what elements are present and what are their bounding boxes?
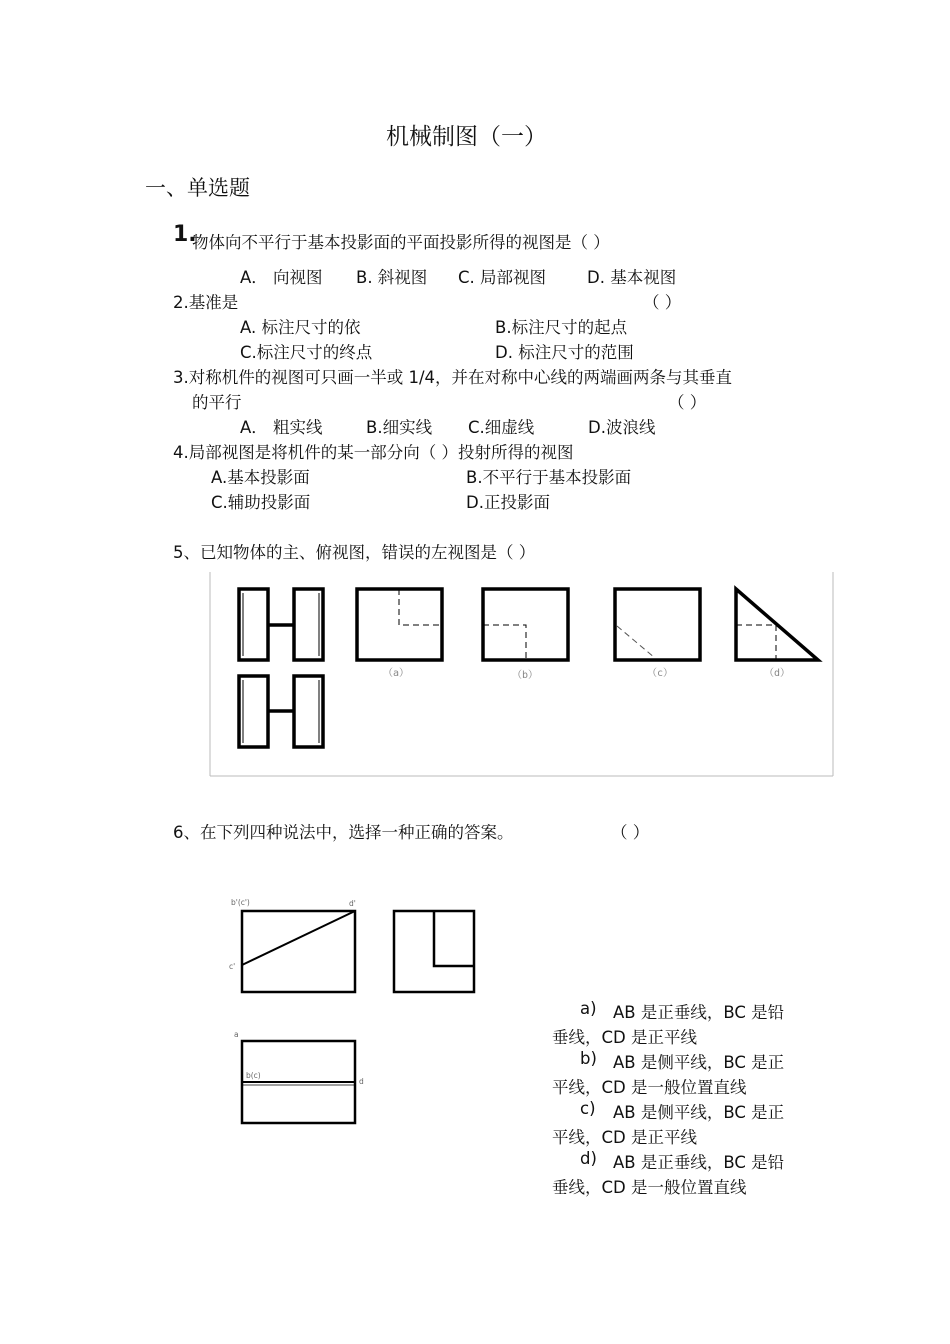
label-bc-top: b(c) [246, 1071, 261, 1080]
q6-side-view [394, 911, 474, 992]
q4-option-a: A.基本投影面 [211, 468, 310, 487]
q1-option-d: D. 基本视图 [587, 268, 677, 287]
q6-option-b-line2: 平线，CD 是一般位置直线 [552, 1078, 747, 1097]
q6-text: 6、在下列四种说法中，选择一种正确的答案。 [173, 823, 514, 842]
page-title: 机械制图（一） [386, 124, 547, 150]
q3-option-d: D.波浪线 [588, 418, 656, 437]
q6-option-c-line1: AB 是侧平线，BC 是正 [613, 1103, 785, 1122]
q1-text: 物体向不平行于基本投影面的平面投影所得的视图是（ ） [192, 233, 610, 252]
q4-option-d: D.正投影面 [466, 493, 550, 512]
label-c: （c） [647, 668, 674, 679]
q6-option-d-line1: AB 是正垂线，BC 是铅 [613, 1153, 785, 1172]
q3-text-line1: 3.对称机件的视图可只画一半或 1/4，并在对称中心线的两端画两条与其垂直 [173, 368, 733, 387]
q6-option-b-marker: b) [580, 1049, 597, 1068]
q5-text: 5、已知物体的主、俯视图，错误的左视图是（ ） [173, 543, 536, 562]
q3-option-c: C.细虚线 [468, 418, 535, 437]
q2-text: 2.基准是 [173, 293, 239, 312]
label-bc-prime: b'(c') [231, 898, 250, 907]
q6-option-b-line1: AB 是侧平线，BC 是正 [613, 1053, 785, 1072]
q3-text-line2: 的平行 [192, 393, 242, 412]
q2-option-b: B.标注尺寸的起点 [495, 318, 628, 337]
q2-option-c: C.标注尺寸的终点 [240, 343, 373, 362]
section-heading: 一、单选题 [145, 176, 250, 200]
q6-paren: （ ） [611, 823, 650, 842]
q1-option-c: C. 局部视图 [458, 268, 547, 287]
q6-option-d-marker: d) [580, 1149, 597, 1168]
label-d-top: d [359, 1077, 364, 1086]
q2-paren: （ ） [643, 293, 682, 312]
q4-option-b: B.不平行于基本投影面 [466, 468, 632, 487]
q3-option-a: A． 粗实线 [240, 418, 323, 437]
label-c-prime: c' [229, 962, 236, 971]
q6-option-a-line1: AB 是正垂线，BC 是铅 [613, 1003, 785, 1022]
label-d-prime: d' [349, 899, 356, 908]
q1-option-a: A． 向视图 [240, 268, 323, 287]
q3-paren: （ ） [668, 393, 707, 412]
q6-front-view [242, 911, 355, 992]
q4-option-c: C.辅助投影面 [211, 493, 311, 512]
q2-option-d: D. 标注尺寸的范围 [495, 343, 634, 362]
q2-option-a: A. 标注尺寸的依 [240, 318, 361, 337]
label-a-top: a [234, 1030, 239, 1039]
label-d: （d） [764, 668, 791, 679]
q3-option-b: B.细实线 [366, 418, 433, 437]
q1-number: 1. [173, 222, 197, 247]
label-b: （b） [512, 670, 539, 681]
label-a: （a） [383, 668, 410, 679]
q6-option-a-line2: 垂线，CD 是正平线 [552, 1028, 697, 1047]
q6-option-a-marker: a) [580, 999, 597, 1018]
q6-option-c-line2: 平线，CD 是正平线 [552, 1128, 697, 1147]
q6-top-view [242, 1041, 355, 1123]
q6-option-d-line2: 垂线，CD 是一般位置直线 [552, 1178, 747, 1197]
q4-text: 4.局部视图是将机件的某一部分向（ ）投射所得的视图 [173, 443, 574, 462]
q6-option-c-marker: c) [580, 1099, 596, 1118]
q1-option-b: B. 斜视图 [356, 268, 428, 287]
